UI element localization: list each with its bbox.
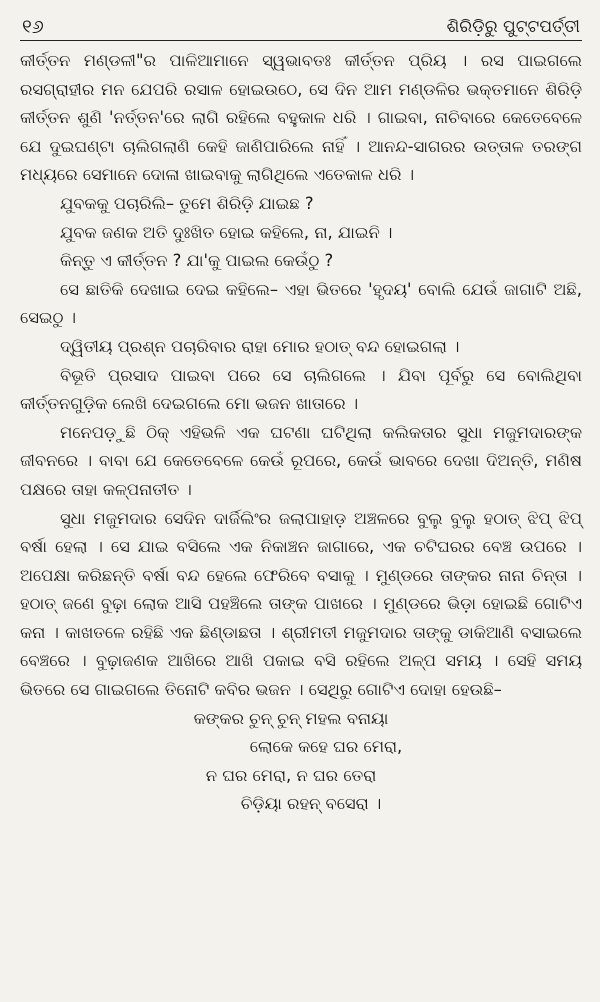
page-body	[20, 47, 582, 819]
paragraph-1: କୀର୍ତ୍ତନ ମଣ୍ଡଳୀ"ର ପାଳିଆମାନେ ସ୍ୱଭାବତଃ କୀର୍ତ୍ତନ ପ୍ରିୟ । ରସ ପାଇଗଲେ ରସଗ୍ରାହୀର ମନ ଯେପରି ରସାଳ ହୋଇଉଠେ, ସେ ଦିନ ଆମ ମଣ୍ଡଳିର ଭକ୍ତମାନେ ଶିରିଡ଼ି କୀର୍ତ୍ତନ ଶୁଣି 'ନର୍ତ୍ତନ'ରେ ଲାଗି ରହିଲେ ବହୁକାଳ ଧରି । ଗାଇବା, ନାଚିବାରେ କେତେବେଳେ ଯେ ଦୁଇଘଣ୍ଟା ଚାଲିଗଲାଣି କେହି ଜାଣିପାରିଲେ ନାହିଁ । ଆନନ୍ଦ-ସାଗରର ଉତ୍ତାଳ ତରଙ୍ଗ ମଧ୍ୟରେ ସେମାନେ ଦୋଳା ଖାଇବାକୁ ଲାଗିଥିଲେ ଏତେକାଳ ଧରି ।	[20, 51, 582, 185]
paragraph-6: ଦ୍ୱିତୀୟ ପ୍ରଶ୍ନ ପଚାରିବାର ରାହା ମୋର ହଠାତ୍ ବନ୍ଦ ହୋଇଗଲା ।	[60, 336, 460, 356]
verse-line: କଙ୍କର ଚୁନ୍ ଚୁନ୍ ମହଲ ବନାୟା	[193, 708, 389, 728]
verse-block	[20, 705, 582, 819]
verse-line: ଲୋକେ କହେ ଘର ମେରା,	[249, 737, 403, 757]
paragraph-9: ସୁଧା ମଜୁମଦାର ସେଦିନ ଦାର୍ଜିଲିଂର ଜଲାପାହାଡ଼ ଅଞ୍ଚଳରେ ବୁଲୁ ବୁଲୁ ହଠାତ୍ ଝିପ୍ ଝିପ୍ ବର୍ଷା ହେଲା । ସେ ଯାଇ ବସିଲେ ଏକ ନିକାଞ୍ଚନ ଜାଗାରେ, ଏକ ଚଟିଘରର ବେଞ୍ଚ ଉପରେ । ଅପେକ୍ଷା କରିଛନ୍ତି ବର୍ଷା ବନ୍ଦ ହେଲେ ଫେରିବେ ବସାକୁ । ମୁଣ୍ଡରେ ତାଙ୍କର ନାନା ଚିନ୍ତା । ହଠାତ୍ ଜଣେ ବୁଢ଼ା ଲୋକ ଆସି ପହଞ୍ଚିଲେ ତାଙ୍କ ପାଖରେ । ମୁଣ୍ଡରେ ଭିଡ଼ା ହୋଇଛି ଗୋଟିଏ କନା । କାଖତଳେ ରହିଛି ଏକ ଛିଣ୍ଡାଛତା । ଶ୍ରୀମତୀ ମଜୁମଦାର ତାଙ୍କୁ ଡାକିଆଣି ବସାଇଲେ ବେଞ୍ଚରେ । ବୁଢ଼ାଜଣକ ଆଖିରେ ଆଖି ପକାଇ ବସି ରହିଲେ ଅଳ୍ପ ସମୟ । ସେହି ସମୟ ଭିତରେ ସେ ଗାଇଗଲେ ତିନୋଟି କବିର ଭଜନ । ସେଥିରୁ ଗୋଟିଏ ଦୋହା ହେଉଛି–	[20, 508, 582, 700]
page-header	[20, 10, 582, 41]
paragraph-8: ମନେପଡ଼ୁଛି ଠିକ୍ ଏହିଭଳି ଏକ ଘଟଣା ଘଟିଥିଲା କଲିକତାର ସୁଧା ମଜୁମଦାରଙ୍କ ଜୀବନରେ । ବାବା ଯେ କେତେବେଳେ କେଉଁ ରୂପରେ, କେଉଁ ଭାବରେ ଦେଖା ଦିଅନ୍ତି, ମଣିଷ ପକ୍ଷରେ ତାହା କଳ୍ପନାତୀତ ।	[20, 422, 582, 499]
page-number: ୧୬	[22, 16, 44, 38]
paragraph-2: ଯୁବକକୁ ପଚାରିଲି– ତୁମେ ଶିରିଡ଼ି ଯାଇଛ ?	[60, 193, 314, 213]
paragraph-3: ଯୁବକ ଜଣକ ଅତି ଦୁଃଖିତ ହୋଇ କହିଲେ, ନା, ଯାଇନି ।	[60, 222, 393, 242]
paragraph-7: ବିଭୂତି ପ୍ରସାଦ ପାଇବା ପରେ ସେ ଚାଲିଗଲେ । ଯିବା ପୂର୍ବରୁ ସେ ବୋଲିଥିବା କୀର୍ତ୍ତନଗୁଡ଼ିକ ଲେଖି ଦେଇଗଲେ ମୋ ଭଜନ ଖାତାରେ ।	[20, 365, 582, 414]
paragraph-4: କିନ୍ତୁ ଏ କୀର୍ତ୍ତନ ? ଯା'କୁ ପାଇଲ କେଉଁଠୁ ?	[60, 251, 334, 271]
verse-line: ନ ଘର ମେରା, ନ ଘର ତେରା	[205, 765, 377, 785]
running-title: ଶିରିଡ଼ିରୁ ପୁଟ୍ଟପର୍ତ୍ତୀ	[446, 17, 580, 37]
verse-line: ଚିଡ଼ିୟା ରହନ୍ ବସେରା ।	[240, 794, 382, 814]
paragraph-5: ସେ ଛାତିକି ଦେଖାଇ ଦେଇ କହିଲେ– ଏହା ଭିତରେ 'ହୃଦୟ' ବୋଲି ଯେଉଁ ଜାଗାଟି ଅଛି, ସେଇଠୁ ।	[20, 279, 582, 328]
